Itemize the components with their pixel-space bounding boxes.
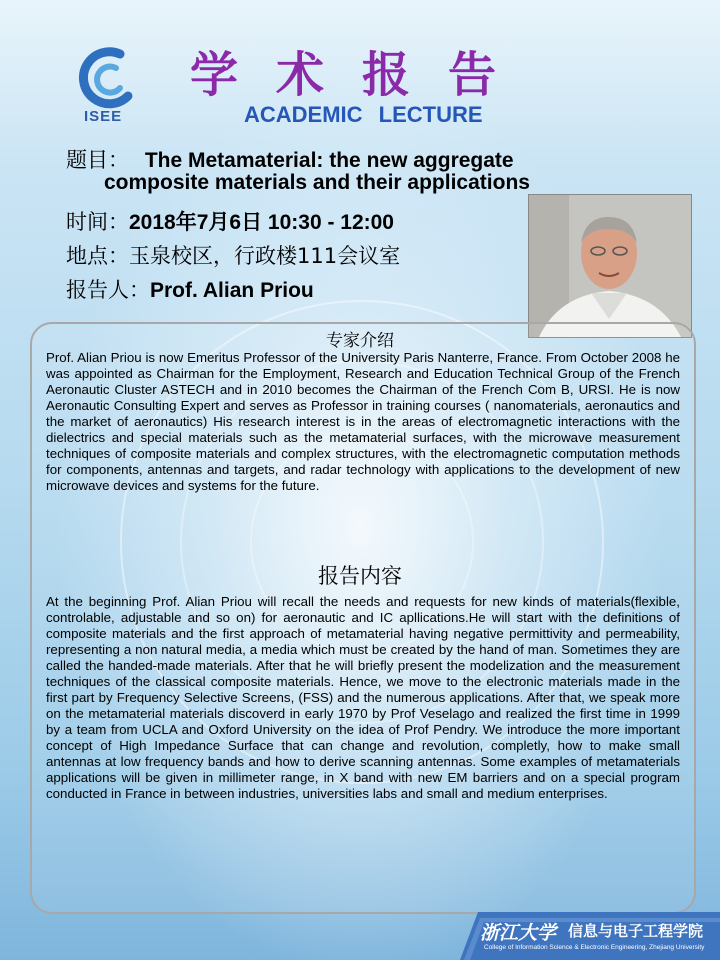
topic-label: 题目： bbox=[66, 148, 129, 172]
time-line bbox=[66, 206, 394, 236]
topic-line bbox=[66, 144, 514, 174]
bio-text: Prof. Alian Priou is now Emeritus Professor of the University Paris Nanterre, France. From October 2008 he was appointed as Chairman for the Employment, Research and Education Technical Group of the French Aeronautic Cluster ASTECH and in 2010 becomes the Chairman of the French Com B, URSI. He is now Aeronautic Consulting Expert and serves as Professor in training courses ( nanomaterials, aeronautics and the market of aeronautics) His research interest is in the areas of electromagnetic interactions with the dielectrics and special materials such as the metamaterial surfaces, with the microwave measurement techniques of composite materials and complex structures, with the electromagnetic computation methods for components, antennas and targets, and radar technology with applications to the development of new microwave devices and systems for the future. bbox=[46, 350, 680, 493]
university-name: 浙江大学 bbox=[480, 922, 557, 944]
speaker-value: Prof. Alian Priou bbox=[150, 279, 314, 302]
abstract-heading: 报告内容 bbox=[318, 564, 402, 588]
logo-label: ISEE bbox=[84, 108, 123, 125]
place-value: 玉泉校区，行政楼111会议室 bbox=[129, 244, 401, 268]
time-value: 2018年7月6日 10:30 - 12:00 bbox=[129, 211, 394, 234]
page-title: 学术报告 bbox=[190, 47, 535, 103]
topic-value-line2: composite materials and their applications bbox=[104, 171, 530, 194]
topic-value-line1: The Metamaterial: the new aggregate bbox=[144, 149, 514, 172]
speaker-photo bbox=[528, 194, 692, 338]
speaker-line bbox=[66, 274, 314, 304]
speaker-label: 报告人： bbox=[66, 278, 150, 302]
bio-heading: 专家介绍 bbox=[326, 331, 394, 351]
speaker-portrait-icon bbox=[529, 195, 691, 337]
school-name-en: College of Information Science & Electronic Engineering, Zhejiang University bbox=[484, 944, 705, 951]
time-label: 时间： bbox=[66, 210, 129, 234]
place-line bbox=[66, 240, 400, 270]
school-name-cn: 信息与电子工程学院 bbox=[568, 922, 704, 940]
place-label: 地点： bbox=[66, 244, 129, 268]
page-subtitle: ACADEMIC LECTURE bbox=[244, 102, 483, 127]
abstract-text: At the beginning Prof. Alian Priou will recall the needs and requests for new kinds of materials(flexible, controlable, adjustable and so on) for aeronautic and IC apllications.He will start with the definitions of composite materials and the first approach of metamaterial having negative permittivity and permeability, representing a non natural media, a media which must be created by the hand of man. Sometimes they are called the handed-made materials. After that he will briefly present the modelization and the measurement techniques of the classical composite materials. Hence, we move to the electronic materials made in the first part by Frequency Selective Screens, (FSS) and the numerous applications. After that, we speak more on the metamaterial materials discoverd in early 1970 by Prof Veselago and realized the first time in 1999 by a team from UCLA and Oxford University on the idea of Prof Pendry. We introduce the more important concept of High Impedance Surface that can change and revolution, completly, how to make small antennas at low frequency bands and how to derive scanning antennas. Some examples of metamaterials applications will be given in millimeter range, in X band with new EM barriers and on a special program conducted in France in between industries, universities labs and small and medium enterprises. bbox=[46, 594, 680, 801]
